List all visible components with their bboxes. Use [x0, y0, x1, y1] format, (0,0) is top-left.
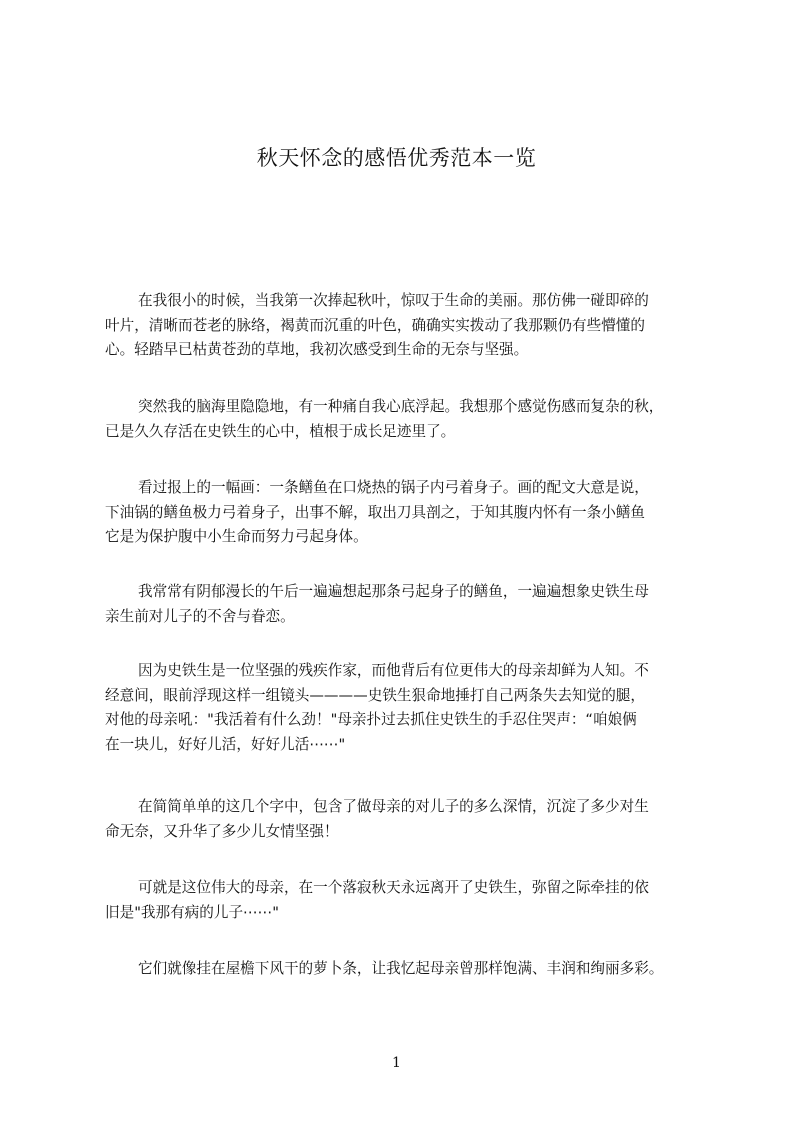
- paragraph-3: [105, 476, 705, 550]
- paragraph-line: 亲生前对儿子的不舍与眷恋。: [105, 607, 295, 625]
- paragraph-line: 突然我的脑海里隐隐地，有一种痛自我心底浮起。我想那个感觉伤感而复杂的秋，: [138, 398, 664, 415]
- paragraph-line: 在简简单单的这几个字中，包含了做母亲的对儿子的多么深情，沉淀了多少对生: [138, 798, 649, 815]
- paragraph-line: 旧是"我那有病的儿子⋯⋯": [105, 903, 279, 921]
- paragraph-line: 它是为保护腹中小生命而努力弓起身体。: [105, 528, 368, 545]
- paragraph-line: 我常常有阴郁漫长的午后一遍遍想起那条弓起身子的鳝鱼，一遍遍想象史铁生母: [138, 583, 649, 600]
- paragraph-line: 已是久久存活在史铁生的心中，植根于成长足迹里了。: [105, 422, 456, 440]
- paragraph-line: 命无奈，又升华了多少儿女情坚强！: [105, 822, 339, 840]
- paragraph-1: [105, 289, 705, 363]
- paragraph-line: 因为史铁生是一位坚强的残疾作家，而他背后有位更伟大的母亲却鲜为人知。不: [138, 662, 649, 679]
- paragraph-line: 叶片，清晰而苍老的脉络，褐黄而沉重的叶色，确确实实拨动了我那颗仍有些懵懂的: [105, 316, 645, 334]
- paragraph-line: 它们就像挂在屋檐下风干的萝卜条，让我忆起母亲曾那样饱满、丰润和绚丽多彩。: [138, 960, 664, 977]
- paragraph-4: [105, 580, 705, 629]
- paragraph-line: 在一块儿，好好儿活，好好儿活⋯⋯": [105, 735, 346, 753]
- paragraph-line: 看过报上的一幅画：一条鳝鱼在口烧热的锅子内弓着身子。画的配文大意是说，: [138, 479, 649, 496]
- paragraph-7: [105, 876, 705, 925]
- paragraph-line: 心。轻踏早已枯黄苍劲的草地，我初次感受到生命的无奈与坚强。: [105, 341, 529, 358]
- paragraph-6: [105, 795, 705, 844]
- paragraph-line: 经意间，眼前浮现这样一组镜头————史铁生狠命地捶打自己两条失去知觉的腿，: [105, 686, 645, 704]
- document-title: 秋天怀念的感悟优秀范本一览: [256, 146, 537, 170]
- paragraph-line: 在我很小的时候，当我第一次捧起秋叶，惊叹于生命的美丽。那仿佛一碰即碎的: [138, 292, 649, 309]
- paragraph-line: 对他的母亲吼："我活着有什么劲！"母亲扑过去抓住史铁生的手忍住哭声：“咱娘俩: [105, 711, 637, 728]
- paragraph-line: 下油锅的鳝鱼极力弓着身子，出事不解，取出刀具剖之，于知其腹内怀有一条小鳝鱼: [105, 503, 645, 521]
- paragraph-5: [105, 659, 705, 757]
- paragraph-2: [105, 395, 705, 444]
- page-number: 1: [392, 1055, 401, 1071]
- paragraph-8: [105, 957, 705, 982]
- paragraph-line: 可就是这位伟大的母亲，在一个落寂秋天永远离开了史铁生，弥留之际牵挂的依: [138, 879, 649, 896]
